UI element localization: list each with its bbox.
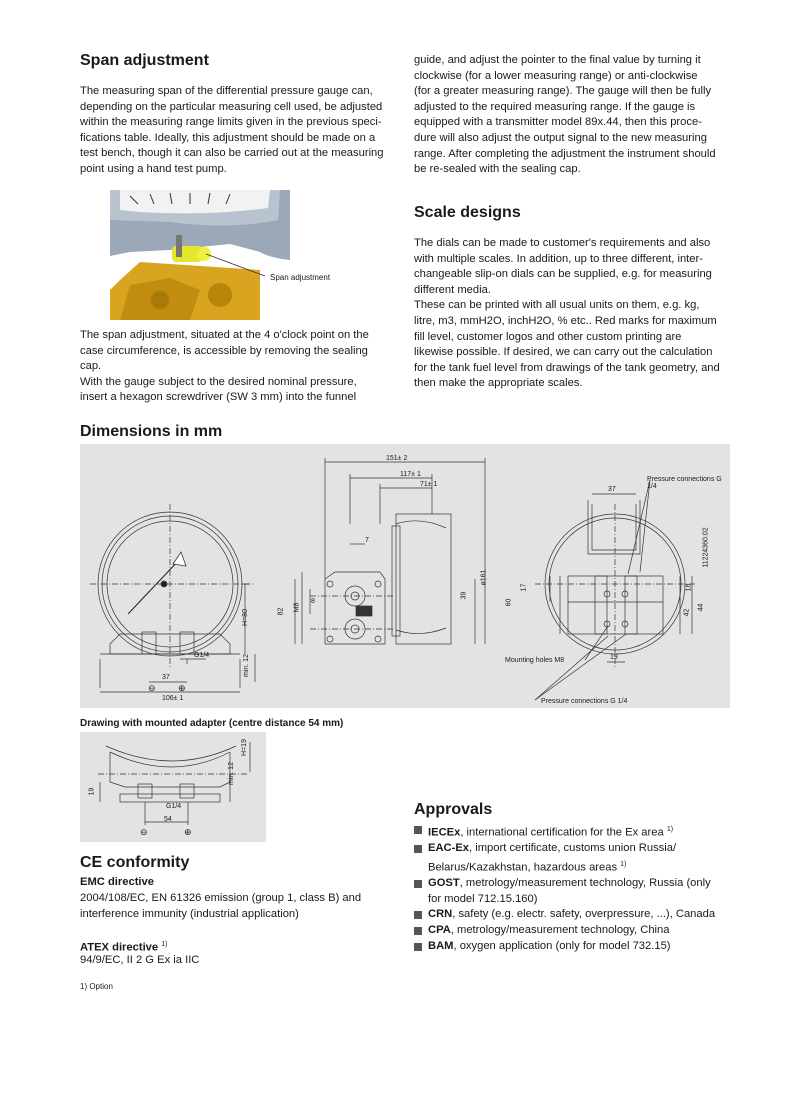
text-line: These can be printed with all usual units on them, e.g. kg, — [414, 299, 700, 312]
approval-text: , import certificate, customs union Russia/ — [469, 842, 677, 855]
approval-item — [414, 841, 744, 876]
front-view — [90, 504, 255, 692]
dim-label: 106± 1 — [162, 695, 184, 702]
bullet-icon — [414, 943, 422, 951]
text-line: case circumference, is accessible by removing the sealing — [80, 344, 368, 357]
text-line: changeable slip-on dials can be supplied, e.g. for measuring — [414, 268, 712, 281]
text-line: interference immunity (industrial application) — [80, 907, 299, 920]
text-line: equipped with a transmitter model 89x.44, then this proce- — [414, 116, 702, 129]
approval-name: IECEx — [428, 826, 461, 839]
approvals-list — [414, 822, 744, 954]
approval-text: , international certification for the Ex area — [460, 826, 664, 839]
footnote-marker: 1) — [666, 826, 674, 833]
approval-name: CRN — [428, 908, 453, 921]
text-line: (for a greater measuring range). The gauge will then be fully — [414, 85, 712, 98]
text-line: likewise possible. If desired, we can carry out the calculation — [414, 346, 713, 359]
dimensions-heading: Dimensions in mm — [80, 423, 223, 440]
span-heading: Span adjustment — [80, 52, 209, 69]
text-line: The dials can be made to customer's requirements and also — [414, 237, 711, 249]
side-view — [295, 458, 488, 644]
approval-text: , safety (e.g. electr. safety, overpressure, ...), Canada — [452, 908, 716, 921]
drawing-number: 11224360.02 — [702, 527, 710, 568]
dim-label: min. 12 — [227, 762, 235, 785]
text-line: depending on the particular measuring cell used, be adjusted — [80, 100, 383, 113]
text-line: test bench, though it can also be carried out at the measuring — [80, 147, 384, 160]
text-line: guide, and adjust the pointer to the final value by turning it — [414, 54, 701, 66]
emc-title: EMC directive — [80, 876, 154, 888]
bullet-icon — [414, 880, 422, 888]
text-line: insert a hexagon screwdriver (SW 3 mm) into the funnel — [80, 391, 357, 404]
photo-label: Span adjustment — [270, 273, 331, 282]
text-line: fications table. Ideally, this adjustment should be made on a — [80, 131, 376, 144]
bullet-icon — [414, 826, 422, 834]
dim-label: 19 — [88, 787, 96, 796]
approval-name: GOST — [428, 877, 460, 890]
dim-label: 18 — [685, 583, 693, 592]
footnote: 1) Option — [80, 982, 113, 991]
text-line: then make the appropriate scales. — [414, 377, 583, 390]
text-line: clockwise (for a lower measuring range) or anti-clockwise — [414, 69, 698, 82]
text-line: cap. — [80, 360, 102, 373]
text-line: different media. — [414, 283, 491, 296]
dim-label: 44 — [697, 603, 705, 612]
dim-label: 19 — [610, 654, 618, 661]
dim-label: ø161 — [480, 569, 488, 586]
dim-label: 151± 2 — [386, 455, 408, 462]
approval-text: , metrology/measurement technology, China — [450, 924, 670, 937]
approval-item — [414, 907, 744, 923]
dim-label: 60 — [505, 598, 513, 607]
plus-symbol: ⊕ — [178, 683, 186, 693]
bullet-icon — [414, 845, 422, 853]
approval-text: for model 712.15.160) — [428, 892, 538, 905]
footnote-marker: 1) — [620, 860, 627, 868]
approvals-heading: Approvals — [414, 801, 493, 818]
scale-paragraph — [414, 236, 734, 392]
dim-label: min. 12 — [242, 654, 250, 677]
dim-label: 17 — [520, 583, 528, 592]
dim-label: 7 — [365, 537, 369, 544]
text-line: fill level, customer logos and other custom printing are — [414, 330, 682, 343]
footnote-marker: 1) — [161, 941, 168, 948]
approval-item — [414, 923, 744, 939]
dim-label: M8 — [293, 602, 301, 613]
atex-title: ATEX directive — [80, 941, 159, 954]
emc-text — [80, 891, 400, 922]
approval-text: , oxygen application (only for model 732.15) — [453, 939, 671, 952]
dim-label: 37 — [608, 486, 616, 493]
plus-symbol: ⊕ — [184, 827, 192, 837]
approval-text: , metrology/measurement technology, Russia (only — [459, 877, 711, 890]
text-line: be re-sealed with the sealing cap. — [414, 163, 581, 176]
text-line: 2004/108/EC, EN 61326 emission (group 1, class B) and — [80, 892, 362, 904]
approval-item — [414, 876, 744, 907]
dim-label: 54 — [164, 816, 172, 823]
adapter-drawing — [80, 732, 266, 842]
scale-heading: Scale designs — [414, 204, 521, 221]
text-line: litre, m3, mmH2O, inchH2O, % etc.. Red marks for maximum — [414, 314, 717, 327]
dimensions-drawing — [80, 444, 730, 708]
dim-label: 42 — [683, 608, 691, 617]
bullet-icon — [414, 927, 422, 935]
dim-label: H=19 — [240, 739, 248, 756]
dim-label: 82 — [277, 607, 285, 616]
pressure-connections-label: Pressure connections G 1/4 — [541, 698, 628, 705]
dim-label: 117± 1 — [400, 471, 421, 478]
approval-name: CPA — [428, 924, 451, 937]
dim-label: 37 — [162, 674, 170, 681]
back-view — [535, 480, 695, 700]
text-line: With the gauge subject to the desired nominal pressure, — [80, 375, 357, 388]
bullet-icon — [414, 911, 422, 919]
dim-label: 8 — [311, 598, 315, 605]
ce-heading: CE conformity — [80, 854, 190, 871]
dim-label: 39 — [460, 591, 468, 600]
text-line: The span adjustment, situated at the 4 o'clock point on the — [80, 329, 369, 341]
atex-text: 94/9/EC, II 2 G Ex ia IIC — [80, 954, 200, 966]
minus-symbol: ⊖ — [148, 683, 156, 693]
text-line: point using a hand test pump. — [80, 162, 227, 175]
approval-item — [414, 822, 744, 841]
dim-label: G1/4 — [166, 803, 182, 810]
approval-text: Belarus/Kazakhstan, hazardous areas — [428, 861, 618, 874]
text-line: with multiple scales. In addition, up to three different, inter- — [414, 252, 703, 265]
text-line: within the measuring range limits given in the previous speci- — [80, 116, 382, 129]
text-line: The measuring span of the differential pressure gauge can, — [80, 85, 373, 97]
mounting-holes-label: Mounting holes M8 — [505, 657, 565, 664]
dim-label: G1/4 — [194, 652, 210, 659]
minus-symbol: ⊖ — [140, 827, 148, 837]
dim-label: H=80 — [241, 609, 249, 626]
span-paragraph-1 — [80, 84, 400, 178]
span-adjustment-photo — [110, 190, 340, 320]
dim-label: 71± 1 — [420, 481, 438, 488]
span-paragraph-continued — [414, 53, 734, 178]
text-line: adjusted to the required measuring range. If the gauge is — [414, 100, 696, 113]
text-line: dure will also adjust the output signal to the new measuring — [414, 131, 707, 144]
approval-item — [414, 939, 744, 955]
approval-name: BAM — [428, 939, 454, 952]
approval-name: EAC-Ex — [428, 842, 470, 855]
pressure-connections-label: Pressure connections G 1/4 — [647, 476, 722, 490]
adapter-caption: Drawing with mounted adapter (centre distance 54 mm) — [80, 718, 344, 729]
text-line: range. After completing the adjustment the instrument should — [414, 147, 716, 160]
text-line: for the tank fuel level from drawings of the tank geometry, and — [414, 361, 720, 374]
span-paragraph-2 — [80, 328, 400, 406]
